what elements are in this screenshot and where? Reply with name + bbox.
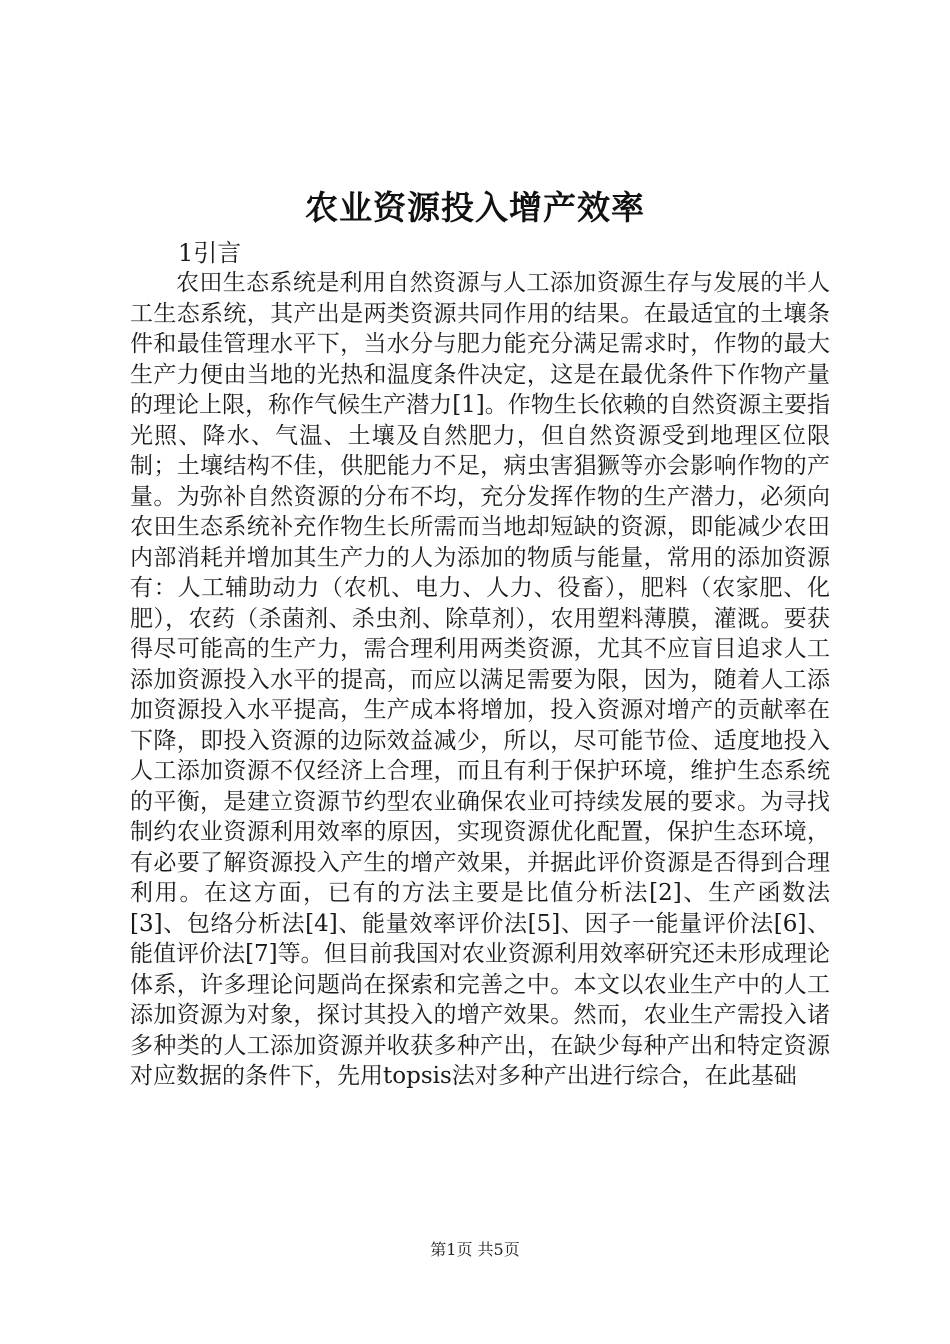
body-paragraph: 农田生态系统是利用自然资源与人工添加资源生存与发展的半人工生态系统，其产出是两类资源共同作用的结果。在最适宜的土壤条件和最佳管理水平下，当水分与肥力能充分满足需求时，作物的最大生产力便由当地的光热和温度条件决定，这是在最优条件下作物产量的理论上限，称作气候生产潜力[1]。作物生长依赖的自然资源主要指光照、降水、气温、土壤及自然肥力，但自然资源受到地理区位限制；土壤结构不佳，供肥能力不足，病虫害猖獗等亦会影响作物的产量。为弥补自然资源的分布不均，充分发挥作物的生产潜力，必须向农田生态系统补充作物生长所需而当地却短缺的资源，即能减少农田内部消耗并增加其生产力的人为添加的物质与能量，常用的添加资源有：人工辅助动力（农机、电力、人力、役畜），肥料（农家肥、化肥），农药（杀菌剂、杀虫剂、除草剂），农用塑料薄膜，灌溉。要获得尽可能高的生产力，需合理利用两类资源，尤其不应盲目追求人工添加资源投入水平的提高，而应以满足需要为限，因为，随着人工添加资源投入水平提高，生产成本将增加，投入资源对增产的贡献率在下降，即投入资源的边际效益减少，所以，尽可能节俭、适度地投入人工添加资源不仅经济上合理，而且有利于保护环境，维护生态系统的平衡，是建立资源节约型农业确保农业可持续发展的要求。为寻找制约农业资源利用效率的原因，实现资源优化配置，保护生态环境，有必要了解资源投入产生的增产效果，并据此评价资源是否得到合理利用。在这方面，已有的方法主要是比值分析法[2]、生产函数法[3]、包络分析法[4]、能量效率评价法[5]、因子一能量评价法[6]、能值评价法[7]等。但目前我国对农业资源利用效率研究还未形成理论体系，许多理论问题尚在探索和完善之中。本文以农业生产中的人工添加资源为对象，探讨其投入的增产效果。然而，农业生产需投入诸多种类的人工添加资源并收获多种产出，在缺少每种产出和特定资源对应数据的条件下，先用topsis法对多种产出进行综合，在此基础 (130, 270, 830, 1089)
section-heading: 1引言 (178, 239, 242, 267)
page-footer: 第1页 共5页 (430, 1240, 520, 1259)
document-title: 农业资源投入增产效率 (305, 188, 645, 227)
